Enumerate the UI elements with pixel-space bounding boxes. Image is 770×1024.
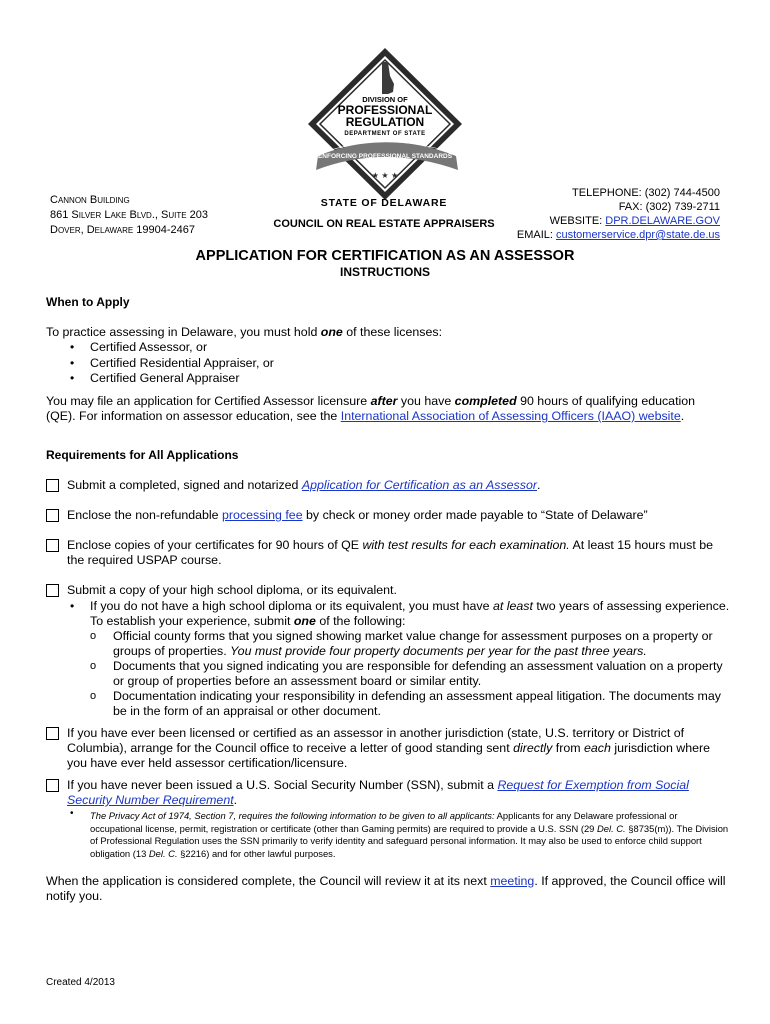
logo-line3: DEPARTMENT OF STATE — [344, 131, 426, 137]
website-link[interactable]: DPR.DELAWARE.GOV — [605, 215, 720, 227]
privacy-act-notice: The Privacy Act of 1974, Section 7, requires the following information to be given to all applicants: Applicants for any Delaware professional or occupational license, permit, registration or certificate (other than Gaming permits) are required to provide a U.S. SSN (29 Del. C. §8735(m)). The Division of Professional Regulation uses the SSN primarily to verify identity and safeguard personal information. It may also be used to enforce child support obligation (13 Del. C. §2216) and for other lawful purposes. — [90, 810, 729, 859]
checkbox[interactable] — [46, 509, 59, 522]
requirement-good-standing: If you have ever been licensed or certified as an assessor in another jurisdiction (state, U.S. territory or District of Columbia), arrange for the Council office to receive a letter of good standing sent directly from each jurisdiction where you have ever held assessor certification/licensure. — [67, 726, 711, 770]
office-address — [50, 193, 208, 238]
email-label: EMAIL: — [516, 229, 556, 241]
diploma-alternative: If you do not have a high school diploma or its equivalent, you must have at least two years of assessing experience. To establish your experience, submit one of the following: — [90, 599, 730, 628]
created-date: Created 4/2013 — [46, 977, 115, 988]
state-heading: STATE OF DELAWARE — [320, 197, 448, 209]
telephone: TELEPHONE: (302) 744-4500 — [572, 187, 720, 199]
checkbox[interactable] — [46, 727, 59, 740]
requirements-heading: Requirements for All Applications — [46, 448, 239, 462]
checkbox[interactable] — [46, 479, 59, 492]
when-intro: To practice assessing in Delaware, you must hold one of these licenses: — [46, 325, 443, 339]
checkbox[interactable] — [46, 539, 59, 552]
logo-top-text: DIVISION OF — [362, 95, 408, 104]
contact-info — [517, 186, 720, 242]
when-paragraph: You may file an application for Certified Assessor licensure after you have completed 90 hours of qualifying education (QE). For information on assessor education, see the International Association of Assessing Officers (IAAO) website. — [46, 394, 696, 423]
iaao-link[interactable]: International Association of Assessing Officers (IAAO) website — [340, 409, 681, 423]
circle-bullet-icon: o — [90, 690, 97, 702]
bullet-icon: • — [70, 356, 75, 370]
requirement-fee: Enclose the non-refundable processing fee by check or money order made payable to “State of Delaware” — [67, 508, 648, 522]
address-line3: Dover, Delaware 19904-2467 — [50, 224, 195, 236]
address-line1: Cannon Building — [50, 194, 130, 206]
meeting-link[interactable]: meeting — [490, 874, 535, 888]
logo-line1: PROFESSIONAL — [337, 103, 433, 117]
license-item: Certified Residential Appraiser, or — [90, 356, 274, 370]
logo-ribbon: ENFORCING PROFESSIONAL STANDARDS — [317, 153, 453, 160]
page-subtitle: INSTRUCTIONS — [340, 265, 430, 279]
bullet-icon: • — [70, 340, 75, 354]
bullet-icon: • — [70, 599, 75, 613]
circle-bullet-icon: o — [90, 660, 97, 672]
bullet-icon: • — [70, 371, 75, 385]
email-link[interactable]: customerservice.dpr@state.de.us — [555, 229, 720, 241]
council-heading: COUNCIL ON REAL ESTATE APPRAISERS — [273, 218, 495, 230]
license-item: Certified Assessor, or — [90, 340, 208, 354]
fax: FAX: (302) 739-2711 — [618, 201, 720, 213]
requirement-qe: Enclose copies of your certificates for 90 hours of QE with test results for each examination. At least 15 hours must be the required USPAP course. — [67, 538, 714, 567]
requirement-ssn: If you have never been issued a U.S. Social Security Number (SSN), submit a Request for Exemption from Social Security Number Requirement. — [67, 778, 689, 807]
requirement-application: Submit a completed, signed and notarized Application for Certification as an Assessor. — [67, 478, 541, 492]
experience-option-2: Documents that you signed indicating you are responsible for defending an assessment valuation on a property or group of properties before an assessment board or similar entity. — [113, 659, 723, 688]
bullet-icon: • — [70, 808, 74, 819]
checkbox[interactable] — [46, 584, 59, 597]
license-item: Certified General Appraiser — [90, 371, 240, 385]
experience-option-3: Documentation indicating your responsibility in defending an assessment appeal litigation. The documents may be in the form of an appraisal or other document. — [113, 689, 721, 718]
website-label: WEBSITE: — [549, 215, 606, 227]
processing-fee-link[interactable]: processing fee — [222, 508, 303, 522]
checkbox[interactable] — [46, 779, 59, 792]
logo-line2: REGULATION — [345, 115, 425, 129]
application-link[interactable]: Application for Certification as an Assessor — [301, 478, 537, 492]
ssn-exemption-link[interactable]: Request for Exemption from Social Security Number Requirement — [67, 778, 689, 807]
when-heading: When to Apply — [46, 295, 130, 309]
experience-option-1: Official county forms that you signed showing market value change for assessment purposes on a property or groups of properties. You must provide four property documents per year for the past three years. — [113, 629, 713, 658]
closing-paragraph: When the application is considered complete, the Council will review it at its next meeting. If approved, the Council office will notify you. — [46, 874, 726, 903]
page-title: APPLICATION FOR CERTIFICATION AS AN ASSESSOR — [195, 248, 575, 264]
address-line2: 861 Silver Lake Blvd., Suite 203 — [50, 209, 208, 221]
division-logo — [300, 44, 470, 204]
logo-stars-icon: ★ ★ ★ — [371, 171, 399, 180]
requirement-diploma: Submit a copy of your high school diploma, or its equivalent. — [67, 583, 397, 597]
circle-bullet-icon: o — [90, 630, 97, 642]
